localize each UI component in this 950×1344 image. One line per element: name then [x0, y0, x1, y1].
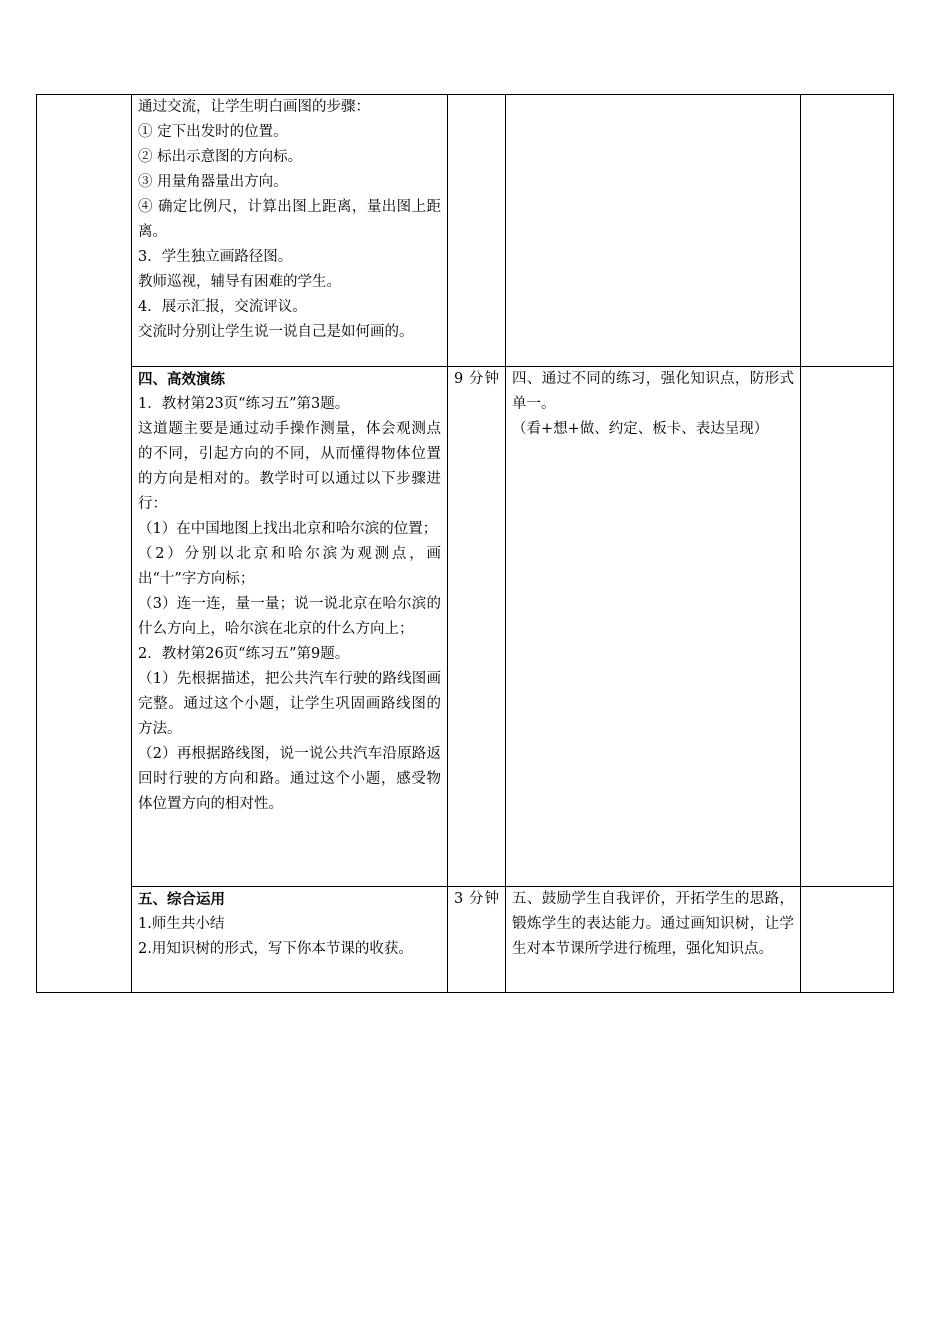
content-line: 2.用知识树的形式，写下你本节课的收获。 [138, 941, 413, 957]
content-line: ④ 确定比例尺，计算出图上距离，量出图上距离。 [138, 199, 441, 240]
table-row [37, 887, 894, 993]
stage-column-cell [37, 95, 132, 993]
lesson-plan-table [36, 94, 894, 993]
time-cell [448, 887, 506, 993]
content-line: 1.师生共小结 [138, 916, 225, 932]
time-cell [448, 95, 506, 367]
notes-cell [801, 367, 894, 887]
time-value: 3 分钟 [454, 891, 499, 907]
content-cell [132, 367, 448, 887]
time-cell [448, 367, 506, 887]
intent-cell [506, 95, 801, 367]
intent-cell [506, 887, 801, 993]
content-line: 通过交流，让学生明白画图的步骤： [138, 99, 370, 115]
content-line: 交流时分别让学生说一说自己是如何画的。 [138, 324, 414, 340]
content-cell [132, 887, 448, 993]
content-line: 3．学生独立画路径图。 [138, 249, 293, 265]
table-row [37, 95, 894, 367]
content-line: ③ 用量角器量出方向。 [138, 174, 288, 190]
content-line: （1）在中国地图上找出北京和哈尔滨的位置； [138, 521, 438, 537]
content-line: 2．教材第26页“练习五”第9题。 [138, 646, 350, 662]
intent-line: （看+想+做、约定、板卡、表达呈现） [512, 421, 769, 437]
section-heading: 四、高效演练 [138, 371, 225, 388]
content-line: ① 定下出发时的位置。 [138, 124, 288, 140]
notes-cell [801, 887, 894, 993]
content-line: 这道题主要是通过动手操作测量，体会观测点的不同，引起方向的不同，从而懂得物体位置的方向是相对的。教学时可以通过以下步骤进行： [138, 421, 441, 512]
content-line: （2）分别以北京和哈尔滨为观测点，画出“十”字方向标； [138, 546, 441, 587]
content-line: 教师巡视，辅导有困难的学生。 [138, 274, 341, 290]
notes-cell [801, 95, 894, 367]
content-line: 1．教材第23页“练习五”第3题。 [138, 396, 350, 412]
content-line: （2）再根据路线图，说一说公共汽车沿原路返回时行驶的方向和路。通过这个小题，感受物体位置方向的相对性。 [138, 746, 441, 812]
content-line: ② 标出示意图的方向标。 [138, 149, 303, 165]
intent-line: 四、通过不同的练习，强化知识点，防形式单一。 [512, 371, 794, 412]
content-line: 4．展示汇报，交流评议。 [138, 299, 307, 315]
time-value: 9 分钟 [454, 371, 499, 387]
content-line: （1）先根据描述，把公共汽车行驶的路线图画完整。通过这个小题，让学生巩固画路线图的方法。 [138, 671, 441, 737]
content-line: （3）连一连，量一量；说一说北京在哈尔滨的什么方向上，哈尔滨在北京的什么方向上； [138, 596, 441, 637]
intent-cell [506, 367, 801, 887]
intent-line: 五、鼓励学生自我评价，开拓学生的思路，锻炼学生的表达能力。通过画知识树，让学生对本节课所学进行梳理，强化知识点。 [512, 891, 794, 957]
content-cell [132, 95, 448, 367]
table-row [37, 367, 894, 887]
section-heading: 五、综合运用 [138, 891, 225, 908]
